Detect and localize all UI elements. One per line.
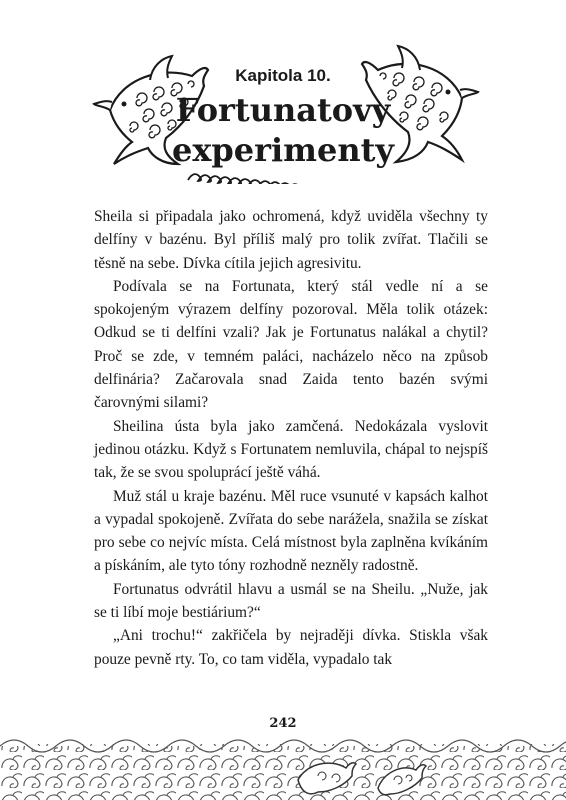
paragraph: Muž stál u kraje bazénu. Měl ruce vsunuté v kapsách kalhot a vypadal spokojeně. Zvířata do sebe narážela, snažila se získat pro sebe co nejvíc místa. Celá místnost byla zaplněna kvíkáním a pískáním, ale tyto tóny rozhodně nezněly radostně. [94, 487, 488, 575]
chapter-body [94, 205, 488, 671]
paragraph: Sheila si připadala jako ochromená, když uviděla všechny ty delfíny v bazénu. Byl příliš malý pro tolik zvířat. Tlačili se těsně na sebe. Dívka cítila jejich agresivitu. [94, 208, 488, 272]
chapter-label: Kapitola 10. [235, 66, 331, 85]
paragraph: „Ani trochu!“ zakřičela by nejraději dívka. Stiskla však pouze pevně rty. To, co tam viděla, vypadalo tak [94, 627, 488, 668]
paragraph: Fortunatus odvrátil hlavu a usmál se na Sheilu. „Nuže, jak se ti líbí moje bestiárium?“ [94, 580, 488, 622]
page-number: 242 [269, 716, 297, 731]
chapter-title-line-1: Fortunatovy [175, 91, 391, 129]
paragraph: Sheilina ústa byla jako zamčená. Nedokázala vyslovit jedinou otázku. Když s Fortunatem nemluvila, chápal to nejspíš tak, že se svou spoluprácí ještě váhá. [94, 417, 488, 482]
chapter-title-line-2: experimenty [171, 131, 395, 169]
chapter-title [0, 90, 566, 170]
paragraph: Podívala se na Fortunata, který stál vedle ní a se spokojeným výrazem delfíny pozoroval. Měla tolik otázek: Odkud se ti delfíni vzali? Jak je Fortunatus nalákal a chytil? Proč se zde, v temném paláci, nacházelo něco na způsob delfinária? Začarovala snad Zaida tento bazén svými čarovnými silami? [94, 277, 488, 412]
wave-divider-icon [186, 170, 380, 184]
chapter-header [0, 0, 566, 200]
wave-border-icon [0, 734, 566, 800]
